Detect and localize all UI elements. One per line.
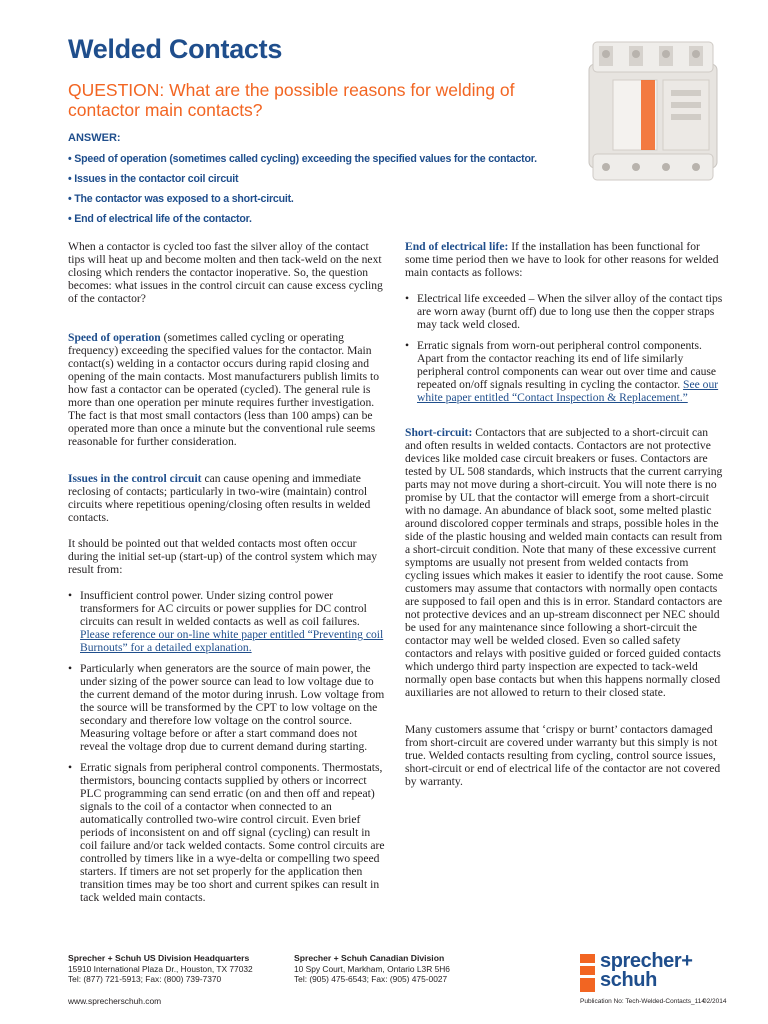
short-circuit-heading: Short-circuit:: [405, 426, 473, 439]
canadian-division-phone: Tel: (905) 475-6543; Fax: (905) 475-0027: [294, 974, 448, 984]
list-item: • Erratic signals from worn-out peripheral control components. Apart from the contactor reaching its end of life similarly peripheral control components can wear out over time and cause repeated on/off signals resulting in cycling the contactor. See our white paper entitled “Contact Inspection & Replacement.”: [405, 339, 719, 404]
closing-paragraph: Many customers assume that ‘crispy or burnt’ contactors damaged from short-circuit are covered under warranty but this simply is not true. Welded contacts resulting from cycling, control source issues, short-circuit or end of electrical life of the contactor are not covered by warranty.: [405, 723, 721, 788]
speed-paragraph: Speed of operation (sometimes called cycling or operating frequency) exceeding the specified values for the contactor. Main contact(s) welding in a contactor occurs during rapid closing and opening of the main contacts. Most manufacturers publish limits to how fast a contactor can be operated (cycled). The general rule is more than one operation per minute requires further investigation. The fact is that most small contactors (less than 100 amps) can be operated more than once a minute but the conventional rule seems reasonable for further consideration.: [68, 331, 380, 448]
coil-burnouts-link[interactable]: Please reference our on-line white paper entitled “Preventing coil Burnouts” for a detailed explanation.: [80, 628, 384, 654]
issues-paragraph: Issues in the control circuit can cause opening and immediate reclosing of contacts; particularly in two-wire (maintain) control circuits where repetitious opening/closing often results in welded contacts.: [68, 472, 371, 524]
eol-paragraph: End of electrical life: If the installation has been functional for some time period then we have to look for other reasons for welded main contacts as follows:: [405, 240, 719, 279]
contactor-product-image: [583, 36, 733, 186]
canadian-division-heading: Sprecher + Schuh Canadian Division: [294, 953, 445, 963]
list-item: • Particularly when generators are the source of main power, the under sizing of the power source can lead to low voltage due to the current demand of the motor during inrush. Low voltage from the source will be transformed by the CPT to low voltage on the secondary and therefore low voltage on the control source. Measuring voltage before or after a start command does not reveal the voltage drop due to current demand during starting.: [68, 662, 385, 753]
answer-label: ANSWER:: [68, 132, 121, 144]
left-bullet-list: [68, 589, 386, 904]
us-division-street: 15910 International Plaza Dr., Houston, TX 77032: [68, 963, 253, 974]
logo-wordmark: sprecher+ schuh: [600, 950, 693, 991]
right-bullet-list: [405, 292, 725, 404]
us-division-phone: Tel: (877) 721-5913; Fax: (800) 739-7370: [68, 974, 222, 984]
note-paragraph: It should be pointed out that welded contacts most often occur during the initial set-up (start-up) of the control system which may result from:: [68, 537, 378, 576]
canadian-division-address: [294, 953, 450, 985]
answer-list: [68, 152, 537, 232]
speed-heading: Speed of operation: [68, 331, 161, 344]
short-circuit-paragraph: Short-circuit: Contactors that are subjected to a short-circuit can and often results in welded contacts. Contactors are not protective devices like molded case circuit breakers or fuses. Contactors are tested by UL 508 standards, which instructs that the current carrying parts may not move during a short-circuit. You will note there is no promise by UL that the contactor will emerge from a short-circuit with no damage. An abundance of black soot, some melted plastic around discolored copper terminals and straps, possible holes in the side of the plastic housing and welded main contacts can result from a short-circuit condition. Note that many of these excessive current symptoms are usually not present from welded contacts from cycling issues which makes it easier to identify the root cause. Some customers may assume that contactors with normally open contacts are supposed to fail open and this is in error. Standard contactors are not protective devices and an up-stream disconnect per NEC should be used for any maintenance since following a short-circuit the contactor may well be welded closed. Even so called safety contactors and relays with positive guided or forced guided contacts which undergo third party inspection are expected to tack-weld normally open base contacts but when this happens normally closed auxiliaries are not allowed to return to their closed state.: [405, 426, 724, 699]
list-item: • Erratic signals from peripheral control components. Thermostats, thermistors, bouncing contacts supplied by others or incorrect PLC programming can send erratic (on and then off and repeat) signals to the coil of a contactor when connected to an automatically controlled two-wire control circuit. Even brief periods of inconsistent on and off signal (cycling) can result in coil failure and/or tack welded contacts. Some control circuits are controlled by timers like in a wye-delta or compelling two speed starters. If timers are not set properly for the application then transition times may be too short and current spikes can result in tack welded main contacts.: [68, 761, 385, 904]
sprecher-schuh-logo: [580, 952, 730, 994]
left-column: [68, 240, 386, 915]
us-division-address: [68, 953, 253, 985]
page-title: Welded Contacts: [68, 34, 283, 64]
question-heading: QUESTION: What are the possible reasons for welding of contactor main contacts?: [68, 80, 515, 120]
eol-heading: End of electrical life:: [405, 240, 509, 253]
right-column: [405, 240, 725, 801]
website-link[interactable]: www.sprecherschuh.com: [68, 996, 162, 1006]
contact-inspection-link[interactable]: See our white paper entitled “Contact Inspection & Replacement.”: [417, 378, 719, 404]
answer-item: • End of electrical life of the contactor.: [68, 213, 252, 225]
publication-date: 02/2014: [703, 998, 727, 1005]
logo-mark-icon: [580, 954, 595, 992]
answer-item: • The contactor was exposed to a short-circuit.: [68, 193, 294, 205]
canadian-division-street: 10 Spy Court, Markham, Ontario L3R 5H6: [294, 963, 450, 974]
answer-item: • Speed of operation (sometimes called cycling) exceeding the specified values for the contactor.: [68, 153, 537, 165]
answer-item: • Issues in the contactor coil circuit: [68, 173, 239, 185]
publication-number: Publication No: Tech-Welded-Contacts_114: [580, 998, 706, 1005]
issues-heading: Issues in the control circuit: [68, 472, 202, 485]
us-division-heading: Sprecher + Schuh US Division Headquarters: [68, 953, 250, 963]
intro-paragraph: When a contactor is cycled too fast the silver alloy of the contact tips will heat up and become molten and then tack-weld on the next closing which renders the contactor inoperative. So, the question becomes: what issues in the control circuit can cause excess cycling of the contactor?: [68, 240, 383, 305]
list-item: • Insufficient control power. Under sizing control power transformers for AC circuits or power supplies for DC control circuits can result in welded contacts as well as coil failures. Please reference our on-line white paper entitled “Preventing coil Burnouts” for a detailed explanation.: [68, 589, 384, 654]
list-item: • Electrical life exceeded – When the silver alloy of the contact tips are worn away (burnt off) due to long use then the copper straps may tack weld closed.: [405, 292, 723, 331]
